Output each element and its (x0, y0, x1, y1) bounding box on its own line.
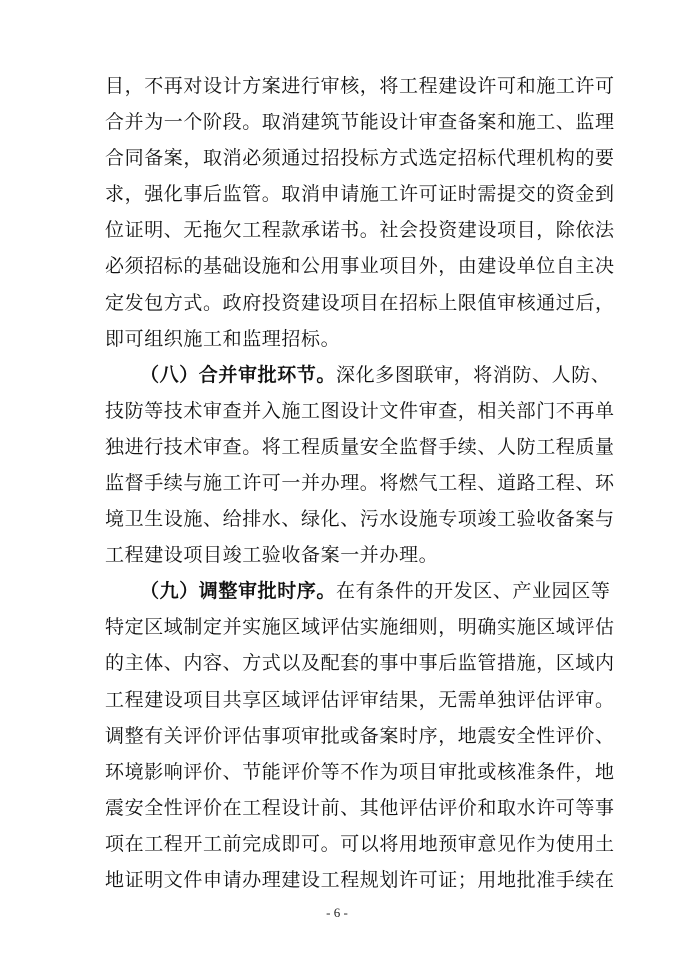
paragraph-line: 合并为一个阶段。取消建筑节能设计审查备案和施工、监理 (105, 111, 615, 134)
section-first-line (140, 360, 611, 390)
paragraph-line: 合同备案，取消必须通过招投标方式选定招标代理机构的要 (105, 147, 615, 170)
paragraph-line: 求，强化事后监管。取消申请施工许可证时需提交的资金到 (105, 183, 615, 206)
section-heading: （九）调整审批时序。 (140, 580, 337, 603)
section-text: 深化多图联审，将消防、人防、 (336, 363, 611, 386)
section-heading: （八）合并审批环节。 (140, 363, 337, 386)
paragraph-line: 震安全性评价在工程设计前、其他评估评价和取水许可等事 (105, 796, 615, 819)
paragraph-line: 调整有关评价评估事项审批或备案时序，地震安全性评价、 (105, 724, 615, 747)
paragraph-line: 目，不再对设计方案进行审核，将工程建设许可和施工许可 (105, 75, 615, 97)
paragraph-line: 即可组织施工和监理招标。 (105, 327, 341, 350)
paragraph-line: 必须招标的基础设施和公用事业项目外，由建设单位自主决 (105, 255, 615, 278)
paragraph-line: 项在工程开工前完成即可。可以将用地预审意见作为使用土 (105, 832, 615, 855)
paragraph-line: 技防等技术审查并入施工图设计文件审查，相关部门不再单 (105, 399, 615, 422)
paragraph-line: 环境影响评价、节能评价等不作为项目审批或核准条件，地 (105, 760, 615, 783)
paragraph-line: 工程建设项目共享区域评估评审结果，无需单独评估评审。 (105, 688, 615, 711)
paragraph-line: 地证明文件申请办理建设工程规划许可证；用地批准手续在 (105, 869, 615, 891)
paragraph-line: 监督手续与施工许可一并办理。将燃气工程、道路工程、环 (105, 472, 615, 494)
paragraph-line: 工程建设项目竣工验收备案一并办理。 (105, 544, 439, 567)
paragraph-line: 的主体、内容、方式以及配套的事中事后监管措施，区域内 (105, 652, 615, 675)
page-number: - 6 - (326, 905, 348, 920)
paragraph-line: 独进行技术审查。将工程质量安全监督手续、人防工程质量 (105, 435, 615, 458)
section-first-line (140, 576, 611, 606)
paragraph-line: 特定区域制定并实施区域评估实施细则，明确实施区域评估 (105, 616, 615, 639)
paragraph-line: 定发包方式。政府投资建设项目在招标上限值审核通过后， (105, 291, 615, 314)
paragraph-line: 位证明、无拖欠工程款承诺书。社会投资建设项目，除依法 (105, 219, 615, 242)
paragraph-line: 境卫生设施、给排水、绿化、污水设施专项竣工验收备案与 (105, 508, 615, 531)
section-text: 在有条件的开发区、产业园区等 (336, 580, 611, 603)
